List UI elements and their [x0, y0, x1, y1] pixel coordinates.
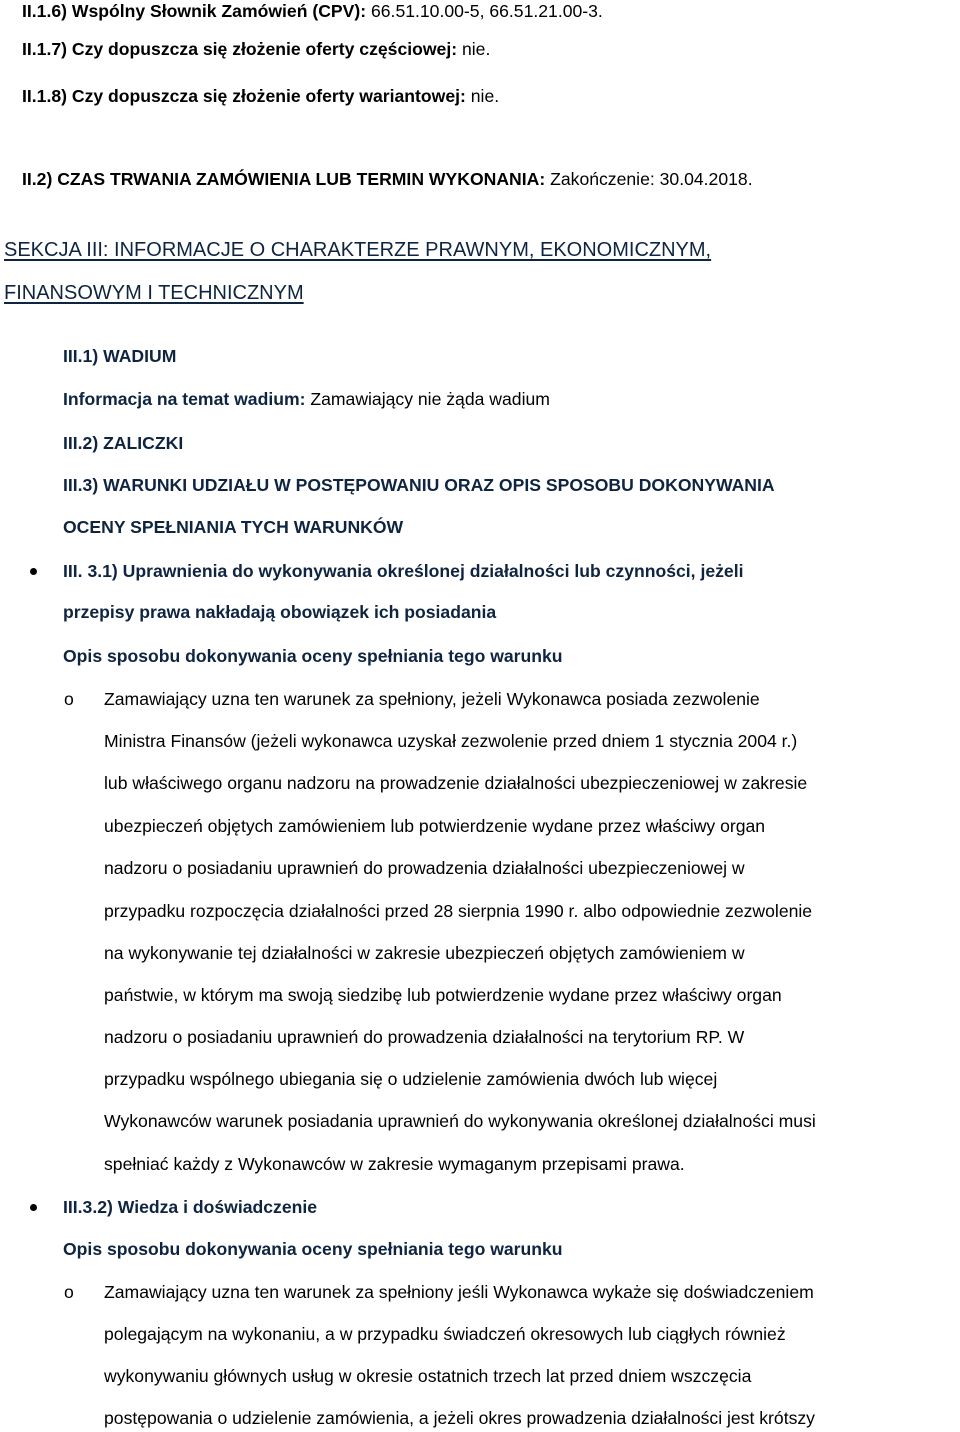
duration-label: II.2) CZAS TRWANIA ZAMÓWIENIA LUB TERMIN WYKONANIA:: [22, 169, 551, 189]
wiedza-opis-heading: Opis sposobu dokonywania oceny spełniania tego warunku: [63, 1239, 563, 1259]
cpv-label: II.1.6) Wspólny Słownik Zamówień (CPV):: [22, 1, 371, 21]
paragraph-line: nadzoru o posiadaniu uprawnień do prowadzenia działalności ubezpieczeniowej w: [104, 858, 745, 878]
paragraph-line: Wykonawców warunek posiadania uprawnień do wykonywania określonej działalności musi: [104, 1111, 816, 1131]
paragraph-line: polegającym na wykonaniu, a w przypadku świadczeń okresowych lub ciągłych również: [104, 1324, 786, 1344]
bullet-dot: [30, 568, 37, 575]
wadium-info-label: Informacja na temat wadium:: [63, 389, 311, 409]
bullet-dot: [30, 1204, 37, 1211]
sub-bullet: o: [64, 689, 74, 709]
paragraph-line: na wykonywanie tej działalności w zakresie ubezpieczeń objętych zamówieniem w: [104, 943, 745, 963]
warunki-heading-line-1: III.3) WARUNKI UDZIAŁU W POSTĘPOWANIU ORAZ OPIS SPOSOBU DOKONYWANIA: [63, 475, 775, 495]
paragraph-line: Zamawiający uzna ten warunek za spełniony, jeżeli Wykonawca posiada zezwolenie: [104, 689, 760, 709]
paragraph-line: postępowania o udzielenie zamówienia, a jeżeli okres prowadzenia działalności jest krótszy: [104, 1408, 815, 1428]
partial-offer-line: [22, 38, 490, 60]
paragraph-line: spełniać każdy z Wykonawców w zakresie wymaganym przepisami prawa.: [104, 1154, 685, 1174]
uprawnienia-opis-heading: Opis sposobu dokonywania oceny spełniania tego warunku: [63, 646, 563, 666]
paragraph-line: nadzoru o posiadaniu uprawnień do prowadzenia działalności na terytorium RP. W: [104, 1027, 745, 1047]
paragraph-line: Ministra Finansów (jeżeli wykonawca uzyskał zezwolenie przed dniem 1 stycznia 2004 r.): [104, 731, 798, 751]
duration-line: [22, 168, 753, 190]
partial-offer-label: II.1.7) Czy dopuszcza się złożenie oferty częściowej:: [22, 39, 462, 59]
paragraph-line: lub właściwego organu nadzoru na prowadzenie działalności ubezpieczeniowej w zakresie: [104, 773, 808, 793]
paragraph-line: ubezpieczeń objętych zamówieniem lub potwierdzenie wydane przez właściwy organ: [104, 816, 766, 836]
wadium-info-value: Zamawiający nie żąda wadium: [310, 389, 550, 409]
warunki-heading-line-2: OCENY SPEŁNIANIA TYCH WARUNKÓW: [63, 517, 404, 537]
paragraph-line: przypadku rozpoczęcia działalności przed 28 sierpnia 1990 r. albo odpowiednie zezwolenie: [104, 901, 813, 921]
uprawnienia-heading-line-1: III. 3.1) Uprawnienia do wykonywania określonej działalności lub czynności, jeżeli: [63, 561, 744, 581]
paragraph-line: wykonywaniu głównych usług w okresie ostatnich trzech lat przed dniem wszczęcia: [104, 1366, 752, 1386]
section-title-line-2: FINANSOWYM I TECHNICZNYM: [4, 282, 304, 304]
zaliczki-heading: III.2) ZALICZKI: [63, 433, 184, 453]
paragraph-line: przypadku wspólnego ubiegania się o udzielenie zamówienia dwóch lub więcej: [104, 1069, 718, 1089]
partial-offer-value: nie.: [461, 39, 491, 59]
wadium-info-line: [63, 388, 550, 410]
paragraph-line: państwie, w którym ma swoją siedzibę lub potwierdzenie wydane przez właściwy organ: [104, 985, 782, 1005]
variant-offer-value: nie.: [470, 86, 500, 106]
wiedza-heading: III.3.2) Wiedza i doświadczenie: [63, 1197, 318, 1217]
wadium-heading: III.1) WADIUM: [63, 346, 177, 366]
section-title-line-1: SEKCJA III: INFORMACJE O CHARAKTERZE PRAWNYM, EKONOMICZNYM,: [4, 239, 712, 261]
duration-value: Zakończenie: 30.04.2018.: [550, 169, 753, 189]
cpv-value: 66.51.10.00-5, 66.51.21.00-3.: [370, 1, 603, 21]
variant-offer-line: [22, 85, 499, 107]
paragraph-line: Zamawiający uzna ten warunek za spełniony jeśli Wykonawca wykaże się doświadczeniem: [104, 1282, 814, 1302]
cpv-line: [22, 0, 603, 22]
uprawnienia-heading-line-2: przepisy prawa nakładają obowiązek ich posiadania: [63, 602, 497, 622]
variant-offer-label: II.1.8) Czy dopuszcza się złożenie oferty wariantowej:: [22, 86, 471, 106]
sub-bullet: o: [64, 1282, 74, 1302]
